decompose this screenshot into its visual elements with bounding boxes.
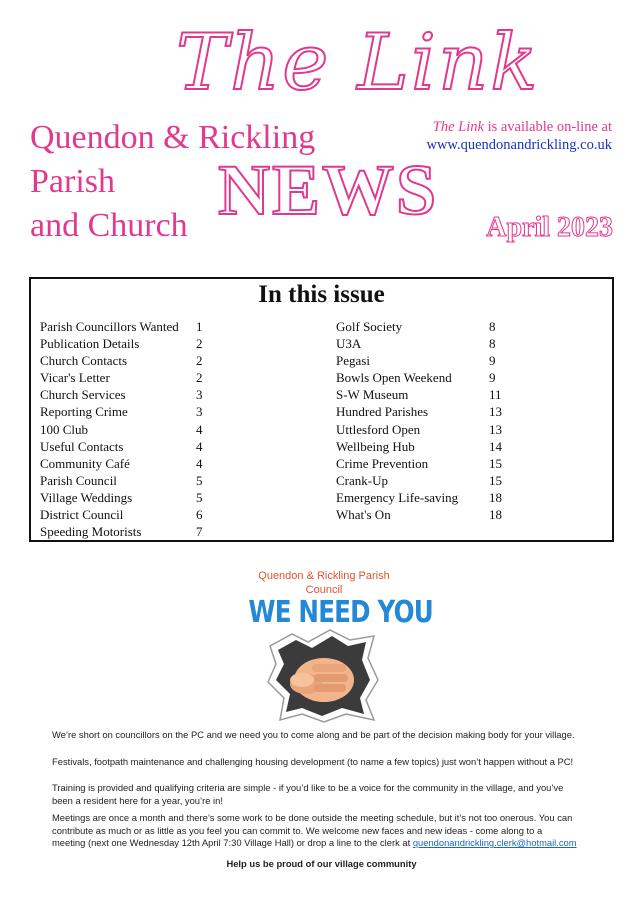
poster-headline: WE NEED YOU bbox=[248, 595, 433, 630]
contents-item-title: Village Weddings bbox=[40, 489, 133, 505]
contents-item-page: 1 bbox=[196, 319, 203, 334]
article-paragraph-4 bbox=[52, 812, 612, 850]
contents-item-title: Crime Prevention bbox=[336, 455, 429, 471]
poster-title bbox=[243, 569, 405, 597]
org-line-2: Parish bbox=[30, 163, 115, 200]
article-paragraph-3-line-2: been a resident here for a year, you’re in! bbox=[52, 794, 223, 806]
article-paragraph-4-line-1: Meetings are once a month and there’s some work to be done outside the meeting schedule, but it’s not too onerous. You can bbox=[52, 812, 573, 823]
article-paragraph-2: Festivals, footpath maintenance and challenging housing development (to name a few topics) just won’t happen without a PC! bbox=[52, 756, 574, 767]
contents-item-page: 9 bbox=[489, 370, 496, 386]
contents-item-page: 9 bbox=[489, 353, 496, 369]
contents-item-page: 4 bbox=[196, 438, 203, 454]
contents-item-page: 3 bbox=[196, 387, 203, 403]
contents-item-page: 7 bbox=[196, 524, 203, 540]
contents-item-page: 11 bbox=[489, 387, 502, 403]
contents-item-page: 4 bbox=[196, 421, 203, 437]
contents-item-page: 18 bbox=[489, 489, 502, 505]
contents-item-page: 2 bbox=[196, 370, 203, 386]
poster-title-line-2: Council bbox=[305, 584, 343, 596]
contents-item-page: 13 bbox=[489, 421, 502, 437]
online-text: is available on-line at bbox=[483, 119, 612, 135]
contents-item-title: Church Services bbox=[40, 387, 126, 403]
contents-item-title: District Council bbox=[40, 507, 124, 523]
article-paragraph-4-line-3 bbox=[52, 837, 612, 850]
contents-item-page: 6 bbox=[196, 507, 203, 523]
contents-heading: In this issue bbox=[258, 281, 385, 308]
contents-item-title: 100 Club bbox=[40, 421, 89, 437]
contents-item-page: 5 bbox=[196, 489, 203, 505]
article-paragraph-4-line-2: contribute as much or as little as you feel you can commit to. We welcome new faces and new ideas - come along to a bbox=[52, 824, 543, 836]
footer-slogan: Help us be proud of our village community bbox=[226, 858, 417, 869]
contents-item-page: 8 bbox=[489, 319, 496, 334]
contents-item-title: Emergency Life-saving bbox=[336, 489, 459, 505]
contents-item-page: 5 bbox=[196, 472, 203, 488]
contents-item-title: Bowls Open Weekend bbox=[336, 370, 452, 386]
contents-item-title: Hundred Parishes bbox=[336, 404, 429, 420]
contents-item-title: Publication Details bbox=[40, 336, 140, 352]
contents-item-title: Parish Councillors Wanted bbox=[40, 319, 179, 334]
issue-date: April 2023 bbox=[486, 212, 613, 243]
contents-item-page: 2 bbox=[196, 353, 203, 369]
org-line-3: and Church bbox=[30, 207, 188, 244]
contents-item-title: Golf Society bbox=[336, 319, 403, 334]
poster-title-line-1: Quendon & Rickling Parish bbox=[258, 570, 390, 582]
contents-item-title: Wellbeing Hub bbox=[336, 438, 415, 454]
contents-item-title: Useful Contacts bbox=[40, 438, 124, 454]
clerk-email-link[interactable]: quendonandrickling.clerk@hotmail.com bbox=[412, 837, 577, 849]
news-heading: NEWS bbox=[218, 150, 439, 230]
contents-item-title: S-W Museum bbox=[336, 387, 409, 403]
online-availability bbox=[416, 118, 612, 154]
contents-item-page: 18 bbox=[489, 507, 502, 523]
article-paragraph-3 bbox=[52, 782, 612, 807]
pointing-hand-icon bbox=[262, 628, 382, 724]
contents-item-title: Vicar's Letter bbox=[40, 370, 110, 386]
contents-item-title: U3A bbox=[336, 336, 362, 352]
contents-item-page: 14 bbox=[489, 438, 502, 454]
masthead-title: The Link bbox=[176, 18, 540, 108]
contents-item-title: Uttlesford Open bbox=[336, 421, 421, 437]
contents-item-page: 4 bbox=[196, 455, 203, 471]
contents-item-title: Community Café bbox=[40, 455, 130, 471]
article-paragraph-1: We’re short on councillors on the PC and we need you to come along and be part of the decision making body for your village. bbox=[52, 729, 575, 740]
contents-item-title: Reporting Crime bbox=[40, 404, 128, 420]
contents-item-title: Speeding Motorists bbox=[40, 524, 142, 540]
article-paragraph-3-line-1: Training is provided and qualifying criteria are simple - if you’d like to be a voice for the community in the village, and you’ve bbox=[52, 782, 564, 793]
contents-item-title: Church Contacts bbox=[40, 353, 128, 369]
contents-box bbox=[29, 277, 614, 542]
contents-item-page: 15 bbox=[489, 455, 502, 471]
contents-item-page: 2 bbox=[196, 336, 203, 352]
contents-item-page: 15 bbox=[489, 472, 502, 488]
online-brand: The Link bbox=[432, 119, 484, 135]
contents-item-page: 3 bbox=[196, 404, 203, 420]
contents-item-title: Parish Council bbox=[40, 472, 117, 488]
org-line-1: Quendon & Rickling bbox=[30, 119, 316, 156]
article-paragraph-4-line-3-text: meeting (next one Wednesday 12th April 7:30 Village Hall) or drop a line to the clerk at bbox=[52, 837, 413, 849]
website-link[interactable]: www.quendonandrickling.co.uk bbox=[426, 137, 612, 153]
contents-item-title: Pegasi bbox=[336, 353, 370, 369]
contents-item-title: Crank-Up bbox=[336, 472, 388, 488]
contents-item-page: 8 bbox=[489, 336, 496, 352]
contents-item-page: 13 bbox=[489, 404, 502, 420]
contents-item-title: What's On bbox=[336, 507, 391, 523]
